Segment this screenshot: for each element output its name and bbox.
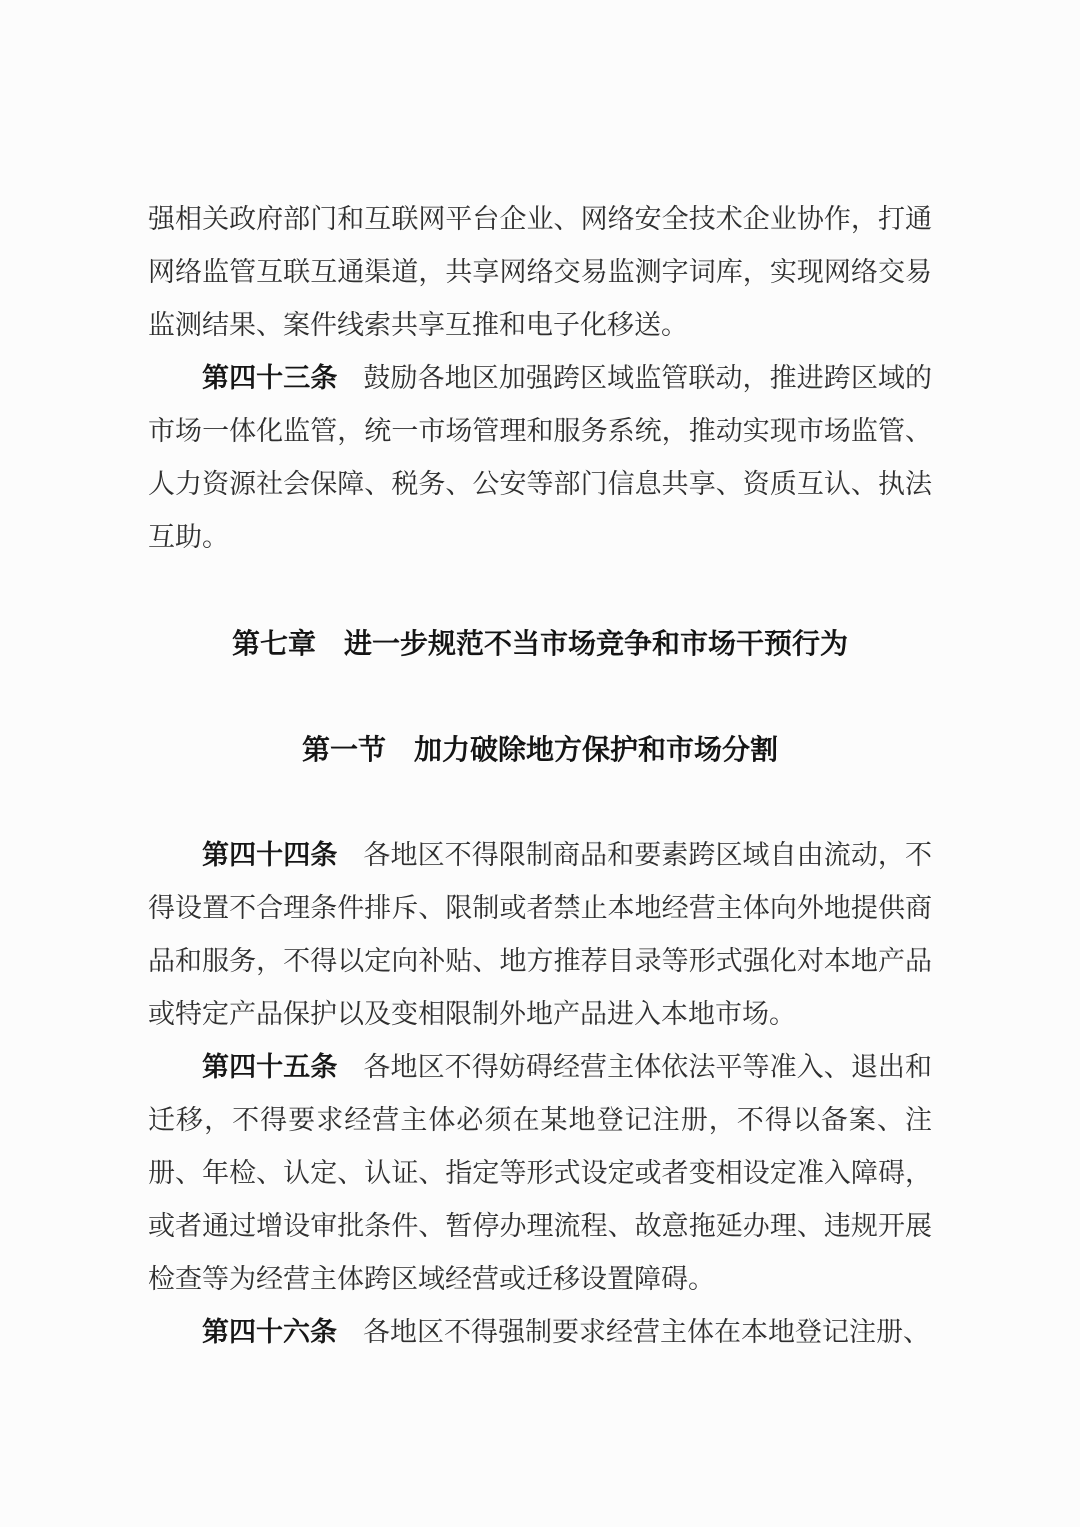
article-43-text: 鼓励各地区加强跨区域监管联动，推进跨区域的市场一体化监管，统一市场管理和服务系统，推动实现市场监管、人力资源社会保障、税务、公安等部门信息共享、资质互认、执法互助。 bbox=[148, 363, 933, 552]
article-45-text: 各地区不得妨碍经营主体依法平等准入、退出和迁移，不得要求经营主体必须在某地登记注册，不得以备案、注册、年检、认定、认证、指定等形式设定或者变相设定准入障碍，或者通过增设审批条件、暂停办理流程、故意拖延办理、违规开展检查等为经营主体跨区域经营或迁移设置障碍。 bbox=[148, 1052, 933, 1294]
article-44-paragraph bbox=[148, 829, 932, 1041]
article-45-paragraph bbox=[148, 1041, 932, 1306]
chapter-7-heading: 第七章 进一步规范不当市场竞争和市场干预行为 bbox=[231, 628, 848, 659]
article-44-text: 各地区不得限制商品和要素跨区域自由流动，不得设置不合理条件排斥、限制或者禁止本地经营主体向外地提供商品和服务，不得以定向补贴、地方推荐目录等形式强化对本地产品或特定产品保护以及变相限制外地产品进入本地市场。 bbox=[148, 840, 933, 1029]
article-43-paragraph bbox=[148, 352, 932, 564]
article-45-number: 第四十五条 bbox=[202, 1052, 338, 1082]
paragraph-continuation: 强相关政府部门和互联网平台企业、网络安全技术企业协作，打通网络监管互联互通渠道，共享网络交易监测字词库，实现网络交易监测结果、案件线索共享互推和电子化移送。 bbox=[148, 204, 932, 340]
article-44-number: 第四十四条 bbox=[202, 840, 338, 870]
article-46-number: 第四十六条 bbox=[202, 1317, 337, 1347]
article-43-number: 第四十三条 bbox=[202, 363, 338, 393]
article-46-text: 各地区不得强制要求经营主体在本地登记注册、 bbox=[363, 1317, 930, 1347]
article-46-paragraph bbox=[148, 1306, 932, 1359]
section-1-heading: 第一节 加力破除地方保护和市场分割 bbox=[301, 734, 778, 765]
